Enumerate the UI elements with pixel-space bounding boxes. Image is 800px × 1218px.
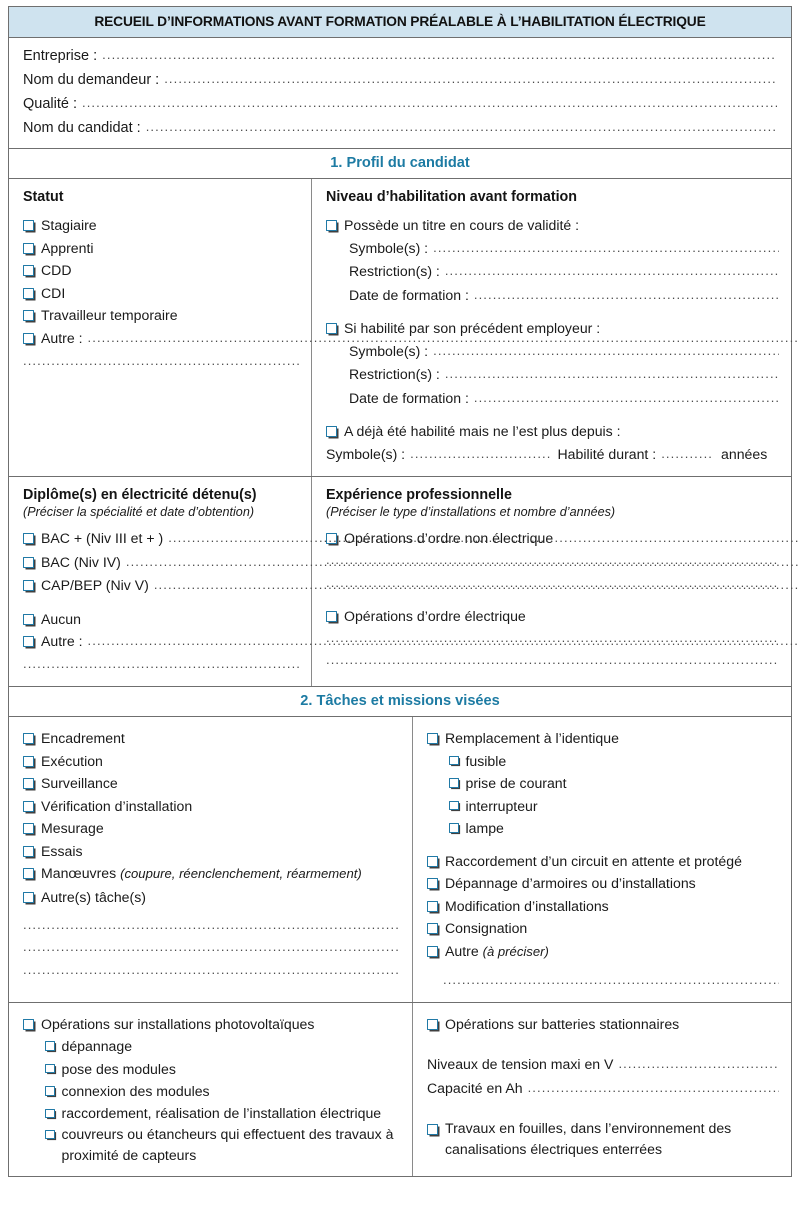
spacer bbox=[427, 840, 779, 850]
plus-habilite-durant-label: Habilité durant : bbox=[557, 445, 657, 462]
checkbox-precedent-employeur-label: Si habilité par son précédent employeur : bbox=[344, 320, 601, 336]
checkbox-verification-installation[interactable] bbox=[23, 795, 400, 818]
checkbox-couvreurs-etancheurs-label: couvreurs ou étancheurs qui effectuent des travaux à proximité de capteurs bbox=[61, 1125, 394, 1163]
checkbox-icon[interactable] bbox=[427, 901, 438, 912]
checkbox-raccordement-circuit-label: Raccordement d’un circuit en attente et protégé bbox=[445, 852, 742, 869]
experience-subtitle: (Préciser le type d’installations et nombre d’années) bbox=[326, 505, 616, 519]
checkbox-icon[interactable] bbox=[427, 1124, 438, 1135]
checkbox-essais[interactable] bbox=[23, 840, 400, 863]
checkbox-icon[interactable] bbox=[23, 733, 34, 744]
checkbox-bac-plus[interactable] bbox=[23, 527, 299, 551]
statut-title: Statut bbox=[23, 189, 64, 205]
checkbox-remplacement-identique[interactable] bbox=[427, 727, 779, 750]
experience-title: Expérience professionnelle bbox=[326, 487, 512, 503]
statut-autre-extra-input[interactable] bbox=[23, 353, 299, 368]
field-qualite-input[interactable] bbox=[82, 91, 777, 114]
checkbox-stagiaire-label: Stagiaire bbox=[41, 217, 97, 233]
checkbox-bac-label: BAC (Niv IV) bbox=[41, 553, 121, 570]
checkbox-icon[interactable] bbox=[45, 1109, 55, 1119]
field-entreprise[interactable] bbox=[23, 44, 777, 68]
checkbox-icon[interactable] bbox=[45, 1086, 55, 1096]
checkbox-autres-taches[interactable] bbox=[23, 886, 400, 909]
experience-electrique-input-2[interactable] bbox=[326, 652, 779, 667]
checkbox-surveillance-label: Surveillance bbox=[41, 775, 118, 791]
autres-taches-line-3[interactable] bbox=[23, 959, 400, 982]
precedent-date-row[interactable] bbox=[326, 387, 779, 411]
checkbox-mesurage[interactable] bbox=[23, 817, 400, 840]
checkbox-prise-de-courant-label: prise de courant bbox=[465, 775, 567, 791]
checkbox-fusible-label: fusible bbox=[465, 752, 507, 769]
checkbox-icon[interactable] bbox=[23, 533, 34, 544]
spacer bbox=[427, 1035, 779, 1053]
checkbox-icon[interactable] bbox=[23, 288, 34, 299]
precedent-restriction-row[interactable] bbox=[326, 363, 779, 387]
experience-electrique-line-2[interactable] bbox=[326, 650, 779, 673]
titre-valide-date-input[interactable] bbox=[474, 284, 779, 307]
titre-valide-symbole-row[interactable] bbox=[326, 237, 779, 261]
checkbox-depannage-armoires-label: Dépannage d’armoires ou d’installations bbox=[445, 875, 696, 891]
checkbox-interrupteur[interactable] bbox=[427, 795, 779, 818]
precedent-restriction-input[interactable] bbox=[445, 363, 779, 386]
checkbox-consignation[interactable] bbox=[427, 917, 779, 940]
checkbox-lampe-label: lampe bbox=[465, 820, 504, 836]
batteries-tension-row[interactable] bbox=[427, 1053, 779, 1077]
checkbox-modification-installations[interactable] bbox=[427, 895, 779, 918]
field-qualite-label: Qualité : bbox=[23, 96, 77, 112]
experience-non-electrique-input-2[interactable] bbox=[326, 575, 779, 590]
field-nom-candidat-input[interactable] bbox=[146, 115, 777, 138]
checkbox-connexion-modules[interactable] bbox=[23, 1080, 400, 1103]
plus-habilite-symbole-input[interactable]: .............................. bbox=[410, 445, 552, 461]
section-2-heading bbox=[9, 687, 791, 717]
checkbox-manoeuvres[interactable] bbox=[23, 862, 400, 886]
checkbox-bac-plus-label: BAC + (Niv III et + ) bbox=[41, 530, 164, 546]
section-2-row-photovoltaique-batteries bbox=[9, 1003, 791, 1176]
page-title: RECUEIL D’INFORMATIONS AVANT FORMATION PRÉALABLE À L’HABILITATION ÉLECTRIQUE bbox=[94, 14, 706, 30]
checkbox-icon[interactable] bbox=[23, 868, 34, 879]
checkbox-icon[interactable] bbox=[449, 801, 459, 811]
diplomes-title: Diplôme(s) en électricité détenu(s) bbox=[23, 487, 257, 503]
checkbox-lampe[interactable] bbox=[427, 817, 779, 840]
field-nom-demandeur-input[interactable] bbox=[164, 67, 777, 90]
checkbox-travaux-fouilles[interactable] bbox=[427, 1118, 779, 1160]
checkbox-icon[interactable] bbox=[427, 923, 438, 934]
plus-habilite-annees-label: années bbox=[721, 445, 768, 462]
statut-autre-extra-line[interactable] bbox=[23, 350, 299, 373]
checkbox-surveillance[interactable] bbox=[23, 772, 400, 795]
checkbox-bac[interactable] bbox=[23, 551, 299, 575]
checkbox-icon[interactable] bbox=[23, 243, 34, 254]
checkbox-execution-label: Exécution bbox=[41, 752, 103, 769]
checkbox-diplome-autre[interactable] bbox=[23, 630, 299, 654]
section-1-title: 1. Profil du candidat bbox=[330, 155, 470, 171]
checkbox-icon[interactable] bbox=[427, 946, 438, 957]
batteries-capacite-input[interactable] bbox=[528, 1077, 779, 1100]
spacer bbox=[326, 307, 779, 317]
titre-valide-symbole-input[interactable] bbox=[433, 237, 779, 260]
checkbox-apprenti-label: Apprenti bbox=[41, 239, 94, 256]
checkbox-essais-label: Essais bbox=[41, 842, 83, 859]
checkbox-operations-non-electrique-label: Opérations d’ordre non électrique bbox=[344, 530, 554, 546]
checkbox-encadrement-label: Encadrement bbox=[41, 730, 125, 746]
batteries-capacite-row[interactable] bbox=[427, 1077, 779, 1101]
document-title-bar bbox=[9, 7, 791, 38]
checkbox-icon[interactable] bbox=[23, 333, 34, 344]
taches-autre-label: Autre bbox=[445, 942, 479, 959]
checkbox-icon[interactable] bbox=[449, 823, 459, 833]
titre-valide-restriction-input[interactable] bbox=[445, 260, 779, 283]
checkbox-travaux-fouilles-label: Travaux en fouilles, dans l’environnement des canalisations électriques enterrées bbox=[445, 1120, 732, 1157]
taches-autre-note: (à préciser) bbox=[482, 943, 549, 959]
experience-non-electrique-input-1[interactable] bbox=[326, 552, 779, 567]
checkbox-cdi-label: CDI bbox=[41, 284, 66, 301]
checkbox-icon[interactable] bbox=[326, 611, 337, 622]
section-2-row-taches bbox=[9, 717, 791, 1003]
checkbox-cap-bep-label: CAP/BEP (Niv V) bbox=[41, 577, 149, 593]
checkbox-connexion-modules-label: connexion des modules bbox=[61, 1083, 210, 1099]
checkbox-plus-habilite[interactable] bbox=[326, 420, 779, 443]
checkbox-execution[interactable] bbox=[23, 750, 400, 773]
checkbox-icon[interactable] bbox=[45, 1130, 55, 1140]
checkbox-icon[interactable] bbox=[427, 733, 438, 744]
checkbox-manoeuvres-label: Manœuvres bbox=[41, 865, 117, 881]
checkbox-prise-de-courant[interactable] bbox=[427, 772, 779, 795]
diplomes-column bbox=[9, 477, 312, 686]
diplomes-subtitle: (Préciser la spécialité et date d’obtention) bbox=[23, 505, 255, 519]
checkbox-manoeuvres-note: (coupure, réenclenchement, réarmement) bbox=[120, 866, 362, 881]
checkbox-depannage-pv-label: dépannage bbox=[61, 1038, 133, 1054]
checkbox-stagiaire[interactable] bbox=[23, 214, 299, 237]
checkbox-cdd-label: CDD bbox=[41, 262, 72, 278]
autres-taches-input-2[interactable] bbox=[23, 939, 400, 954]
identity-block bbox=[9, 38, 791, 149]
checkbox-icon[interactable] bbox=[23, 892, 34, 903]
checkbox-cap-bep[interactable] bbox=[23, 574, 299, 598]
checkbox-icon[interactable] bbox=[23, 823, 34, 834]
checkbox-couvreurs-etancheurs[interactable] bbox=[23, 1124, 400, 1166]
section-1-heading bbox=[9, 149, 791, 179]
checkbox-raccordement-realisation[interactable] bbox=[23, 1103, 400, 1124]
checkbox-icon[interactable] bbox=[23, 846, 34, 857]
field-nom-demandeur[interactable] bbox=[23, 68, 777, 92]
checkbox-icon[interactable] bbox=[23, 580, 34, 591]
titre-valide-restriction-row[interactable] bbox=[326, 260, 779, 284]
checkbox-plus-habilite-label: A déjà été habilité mais ne l’est plus depuis : bbox=[344, 423, 621, 439]
precedent-symbole-label: Symbole(s) : bbox=[349, 342, 429, 359]
section-2-title: 2. Tâches et missions visées bbox=[300, 693, 500, 709]
checkbox-icon[interactable] bbox=[427, 856, 438, 867]
checkbox-verification-installation-label: Vérification d’installation bbox=[41, 797, 193, 814]
checkbox-depannage-armoires[interactable] bbox=[427, 872, 779, 895]
checkbox-modification-installations-label: Modification d’installations bbox=[445, 897, 609, 914]
checkbox-statut-autre[interactable] bbox=[23, 327, 299, 351]
checkbox-titre-valide[interactable] bbox=[326, 214, 779, 237]
checkbox-icon[interactable] bbox=[449, 756, 459, 766]
precedent-date-label: Date de formation : bbox=[349, 389, 469, 406]
checkbox-icon[interactable] bbox=[45, 1064, 55, 1074]
checkbox-icon[interactable] bbox=[45, 1041, 55, 1051]
field-nom-demandeur-label: Nom du demandeur : bbox=[23, 72, 160, 88]
checkbox-taches-autre[interactable] bbox=[427, 940, 779, 964]
checkbox-apprenti[interactable] bbox=[23, 237, 299, 260]
spacer bbox=[326, 410, 779, 420]
checkbox-travailleur-temporaire-label: Travailleur temporaire bbox=[41, 307, 178, 323]
field-nom-candidat-label: Nom du candidat : bbox=[23, 120, 141, 136]
checkbox-pose-modules-label: pose des modules bbox=[61, 1060, 176, 1077]
checkbox-operations-photovoltaiques[interactable] bbox=[23, 1013, 400, 1036]
statut-autre-label: Autre : bbox=[41, 329, 83, 346]
checkbox-icon[interactable] bbox=[23, 1019, 34, 1030]
checkbox-depannage-pv[interactable] bbox=[23, 1035, 400, 1058]
titre-valide-date-row[interactable] bbox=[326, 284, 779, 308]
autres-taches-line-1[interactable] bbox=[23, 914, 400, 937]
autres-taches-input-1[interactable] bbox=[23, 917, 400, 932]
checkbox-icon[interactable] bbox=[23, 557, 34, 568]
checkbox-icon[interactable] bbox=[23, 265, 34, 276]
checkbox-aucun-diplome[interactable] bbox=[23, 608, 299, 631]
batteries-tension-label: Niveaux de tension maxi en V bbox=[427, 1056, 614, 1072]
autres-taches-input-3[interactable] bbox=[23, 962, 400, 977]
batteries-tension-input[interactable] bbox=[618, 1053, 779, 1076]
batteries-capacite-label: Capacité en Ah bbox=[427, 1079, 523, 1096]
checkbox-icon[interactable] bbox=[427, 1019, 438, 1030]
checkbox-icon[interactable] bbox=[23, 310, 34, 321]
autres-taches-line-2[interactable] bbox=[23, 937, 400, 960]
checkbox-operations-batteries-label: Opérations sur batteries stationnaires bbox=[445, 1015, 680, 1032]
photovoltaique-column bbox=[9, 1003, 413, 1176]
field-nom-candidat[interactable] bbox=[23, 116, 777, 140]
checkbox-pose-modules[interactable] bbox=[23, 1058, 400, 1081]
niveau-habilitation-title: Niveau d’habilitation avant formation bbox=[326, 189, 578, 205]
spacer bbox=[23, 598, 299, 608]
field-entreprise-input[interactable] bbox=[102, 43, 777, 66]
diplome-autre-extra-line[interactable] bbox=[23, 654, 299, 677]
checkbox-icon[interactable] bbox=[23, 614, 34, 625]
checkbox-mesurage-label: Mesurage bbox=[41, 820, 104, 836]
precedent-symbole-input[interactable] bbox=[433, 340, 779, 363]
checkbox-icon[interactable] bbox=[23, 636, 34, 647]
checkbox-icon[interactable] bbox=[427, 878, 438, 889]
checkbox-icon[interactable] bbox=[326, 426, 337, 437]
checkbox-aucun-diplome-label: Aucun bbox=[41, 610, 81, 627]
checkbox-raccordement-realisation-label: raccordement, réalisation de l’installation électrique bbox=[61, 1104, 382, 1121]
checkbox-remplacement-identique-label: Remplacement à l’identique bbox=[445, 730, 619, 746]
plus-habilite-durant-input[interactable]: ........... bbox=[661, 445, 714, 461]
taches-left-column bbox=[9, 717, 413, 1002]
checkbox-consignation-label: Consignation bbox=[445, 920, 528, 936]
checkbox-fusible[interactable] bbox=[427, 750, 779, 773]
section-1-row-profil bbox=[9, 179, 791, 477]
checkbox-travailleur-temporaire[interactable] bbox=[23, 304, 299, 327]
field-qualite[interactable] bbox=[23, 92, 777, 116]
checkbox-interrupteur-label: interrupteur bbox=[465, 797, 538, 814]
diplome-autre-extra-input[interactable] bbox=[23, 656, 299, 671]
checkbox-operations-electrique-label: Opérations d’ordre électrique bbox=[344, 607, 526, 624]
taches-autre-input[interactable] bbox=[443, 972, 779, 987]
batteries-column bbox=[413, 1003, 791, 1176]
taches-right-column bbox=[413, 717, 791, 1002]
checkbox-icon[interactable] bbox=[449, 778, 459, 788]
field-entreprise-label: Entreprise : bbox=[23, 48, 98, 64]
checkbox-operations-batteries[interactable] bbox=[427, 1013, 779, 1036]
taches-autre-line[interactable] bbox=[427, 969, 779, 992]
checkbox-icon[interactable] bbox=[23, 756, 34, 767]
checkbox-operations-photovoltaiques-label: Opérations sur installations photovoltaïques bbox=[41, 1015, 315, 1032]
section-1-row-diplome-experience bbox=[9, 477, 791, 687]
titre-valide-symbole-label: Symbole(s) : bbox=[349, 239, 429, 256]
statut-column bbox=[9, 179, 312, 476]
checkbox-icon[interactable] bbox=[23, 778, 34, 789]
checkbox-autres-taches-label: Autre(s) tâche(s) bbox=[41, 888, 146, 905]
checkbox-bac-plus-input[interactable] bbox=[168, 527, 800, 550]
experience-electrique-input-1[interactable] bbox=[326, 630, 779, 645]
spacer bbox=[427, 1100, 779, 1118]
titre-valide-restriction-label: Restriction(s) : bbox=[349, 263, 440, 279]
checkbox-operations-electrique[interactable] bbox=[326, 605, 779, 628]
form-frame bbox=[8, 6, 792, 1177]
checkbox-icon[interactable] bbox=[23, 801, 34, 812]
checkbox-icon[interactable] bbox=[23, 220, 34, 231]
checkbox-raccordement-circuit[interactable] bbox=[427, 850, 779, 873]
precedent-date-input[interactable] bbox=[474, 387, 779, 410]
precedent-restriction-label: Restriction(s) : bbox=[349, 366, 440, 382]
checkbox-cdd[interactable] bbox=[23, 259, 299, 282]
checkbox-titre-valide-label: Possède un titre en cours de validité : bbox=[344, 217, 580, 233]
checkbox-icon[interactable] bbox=[326, 220, 337, 231]
plus-habilite-detail-row[interactable] bbox=[326, 443, 779, 467]
checkbox-encadrement[interactable] bbox=[23, 727, 400, 750]
checkbox-cdi[interactable] bbox=[23, 282, 299, 305]
plus-habilite-symbole-label: Symbole(s) : bbox=[326, 445, 406, 462]
titre-valide-date-label: Date de formation : bbox=[349, 286, 469, 303]
diplome-autre-label: Autre : bbox=[41, 633, 83, 649]
experience-column bbox=[312, 477, 791, 686]
